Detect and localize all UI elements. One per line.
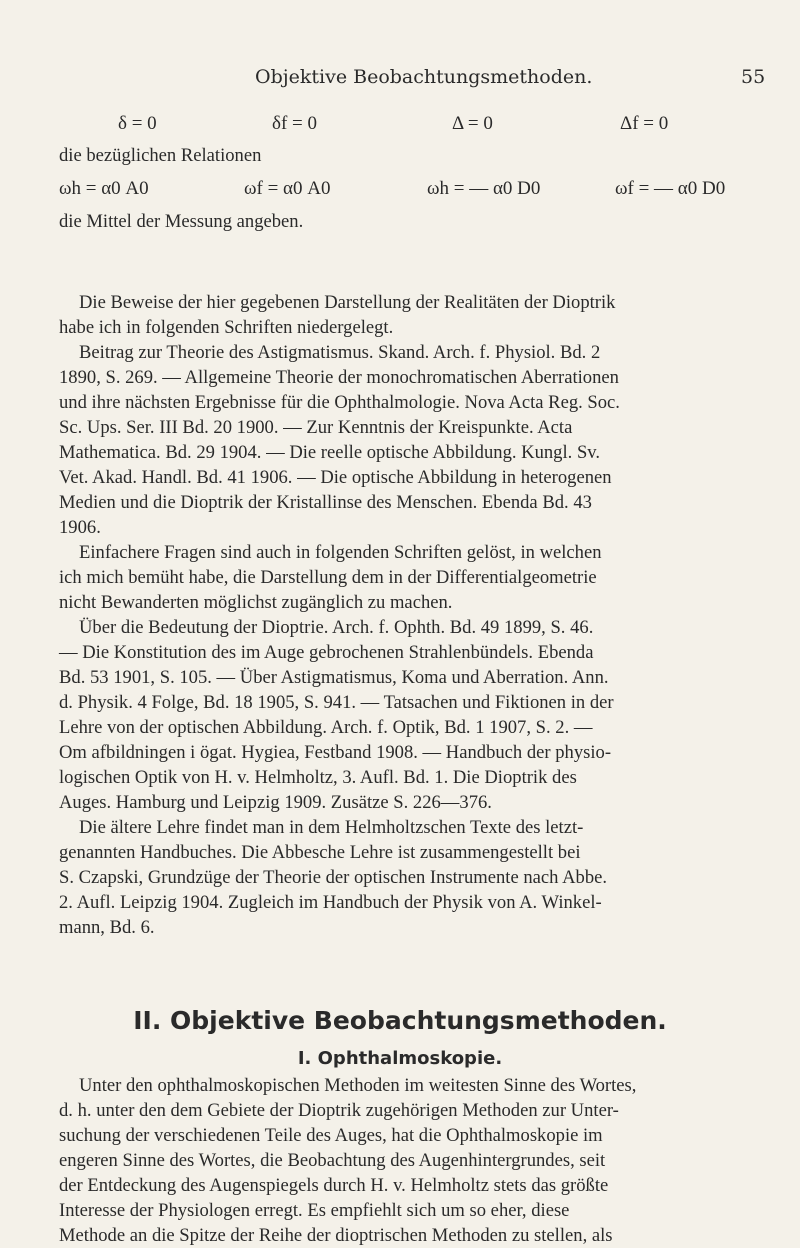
section-line: suchung der verschiedenen Teile des Auges, hat die Ophthalmoskopie im	[59, 1125, 603, 1146]
section-line: engeren Sinne des Wortes, die Beobachtung des Augenhintergrundes, seit	[59, 1150, 606, 1171]
formula-Delta: Δ = 0	[452, 113, 493, 134]
body-line: Einfachere Fragen sind auch in folgenden Schriften gelöst, in welchen	[79, 542, 602, 563]
formula-intro-text: die bezüglichen Relationen	[59, 145, 262, 166]
body-line: Om afbildningen i ögat. Hygiea, Festband 1908. — Handbuch der physio-	[59, 742, 612, 763]
body-line: Die Beweise der hier gegebenen Darstellung der Realitäten der Dioptrik	[79, 292, 616, 313]
section-line: d. h. unter den dem Gebiete der Dioptrik zugehörigen Methoden zur Unter-	[59, 1100, 619, 1121]
body-line: d. Physik. 4 Folge, Bd. 18 1905, S. 941. — Tatsachen und Fiktionen in der	[59, 692, 614, 713]
body-line: — Die Konstitution des im Auge gebrochenen Strahlenbündels. Ebenda	[59, 642, 594, 663]
body-line: S. Czapski, Grundzüge der Theorie der optischen Instrumente nach Abbe.	[59, 867, 608, 888]
body-line: Mathematica. Bd. 29 1904. — Die reelle optische Abbildung. Kungl. Sv.	[59, 442, 601, 463]
formula-omega-h-2: ωh = — α0 D0	[427, 178, 541, 199]
subsection-heading: I. Ophthalmoskopie.	[297, 1048, 503, 1069]
body-line: 1906.	[59, 517, 101, 538]
formula-omega-f-1: ωf = α0 A0	[244, 178, 331, 199]
running-title: Objektive Beobachtungsmethoden.	[255, 66, 593, 88]
section-line: der Entdeckung des Augenspiegels durch H. v. Helmholtz stets das größte	[59, 1175, 609, 1196]
body-line: Medien und die Dioptrik der Kristallinse des Menschen. Ebenda Bd. 43	[59, 492, 592, 513]
body-line: 1890, S. 269. — Allgemeine Theorie der monochromatischen Aberrationen	[59, 367, 619, 388]
body-line: genannten Handbuches. Die Abbesche Lehre ist zusammengestellt bei	[59, 842, 581, 863]
body-line: logischen Optik von H. v. Helmholtz, 3. Aufl. Bd. 1. Die Dioptrik des	[59, 767, 577, 788]
formula-Delta-f: Δf = 0	[620, 113, 669, 134]
section-line: Unter den ophthalmoskopischen Methoden im weitesten Sinne des Wortes,	[79, 1075, 637, 1096]
body-line: Über die Bedeutung der Dioptrie. Arch. f. Ophth. Bd. 49 1899, S. 46.	[79, 617, 594, 638]
body-line: 2. Aufl. Leipzig 1904. Zugleich im Handbuch der Physik von A. Winkel-	[59, 892, 602, 913]
body-line: mann, Bd. 6.	[59, 917, 155, 938]
formula-omega-f-2: ωf = — α0 D0	[615, 178, 726, 199]
body-line: nicht Bewanderten möglichst zugänglich zu machen.	[59, 592, 453, 613]
formula-outro-text: die Mittel der Messung angeben.	[59, 211, 304, 232]
formula-delta-f: δf = 0	[272, 113, 317, 134]
body-line: Vet. Akad. Handl. Bd. 41 1906. — Die optische Abbildung in heterogenen	[59, 467, 612, 488]
body-line: Die ältere Lehre findet man in dem Helmholtzschen Texte des letzt-	[79, 817, 584, 838]
section-line: Interesse der Physiologen erregt. Es empfiehlt sich um so eher, diese	[59, 1200, 570, 1221]
page-number: 55	[741, 66, 766, 88]
body-line: Sc. Ups. Ser. III Bd. 20 1900. — Zur Kenntnis der Kreispunkte. Acta	[59, 417, 573, 438]
body-line: und ihre nächsten Ergebnisse für die Ophthalmologie. Nova Acta Reg. Soc.	[59, 392, 620, 413]
body-line: ich mich bemüht habe, die Darstellung dem in der Differentialgeometrie	[59, 567, 597, 588]
formula-delta: δ = 0	[118, 113, 157, 134]
section-line: Methode an die Spitze der Reihe der dioptrischen Methoden zu stellen, als	[59, 1225, 613, 1246]
body-line: Auges. Hamburg und Leipzig 1909. Zusätze S. 226—376.	[59, 792, 492, 813]
body-line: Lehre von der optischen Abbildung. Arch. f. Optik, Bd. 1 1907, S. 2. —	[59, 717, 593, 738]
formula-omega-h-1: ωh = α0 A0	[59, 178, 149, 199]
body-line: Bd. 53 1901, S. 105. — Über Astigmatismus, Koma und Aberration. Ann.	[59, 667, 609, 688]
section-heading: II. Objektive Beobachtungsmethoden.	[133, 1006, 667, 1035]
body-line: Beitrag zur Theorie des Astigmatismus. Skand. Arch. f. Physiol. Bd. 2	[79, 342, 601, 363]
body-line: habe ich in folgenden Schriften niedergelegt.	[59, 317, 394, 338]
